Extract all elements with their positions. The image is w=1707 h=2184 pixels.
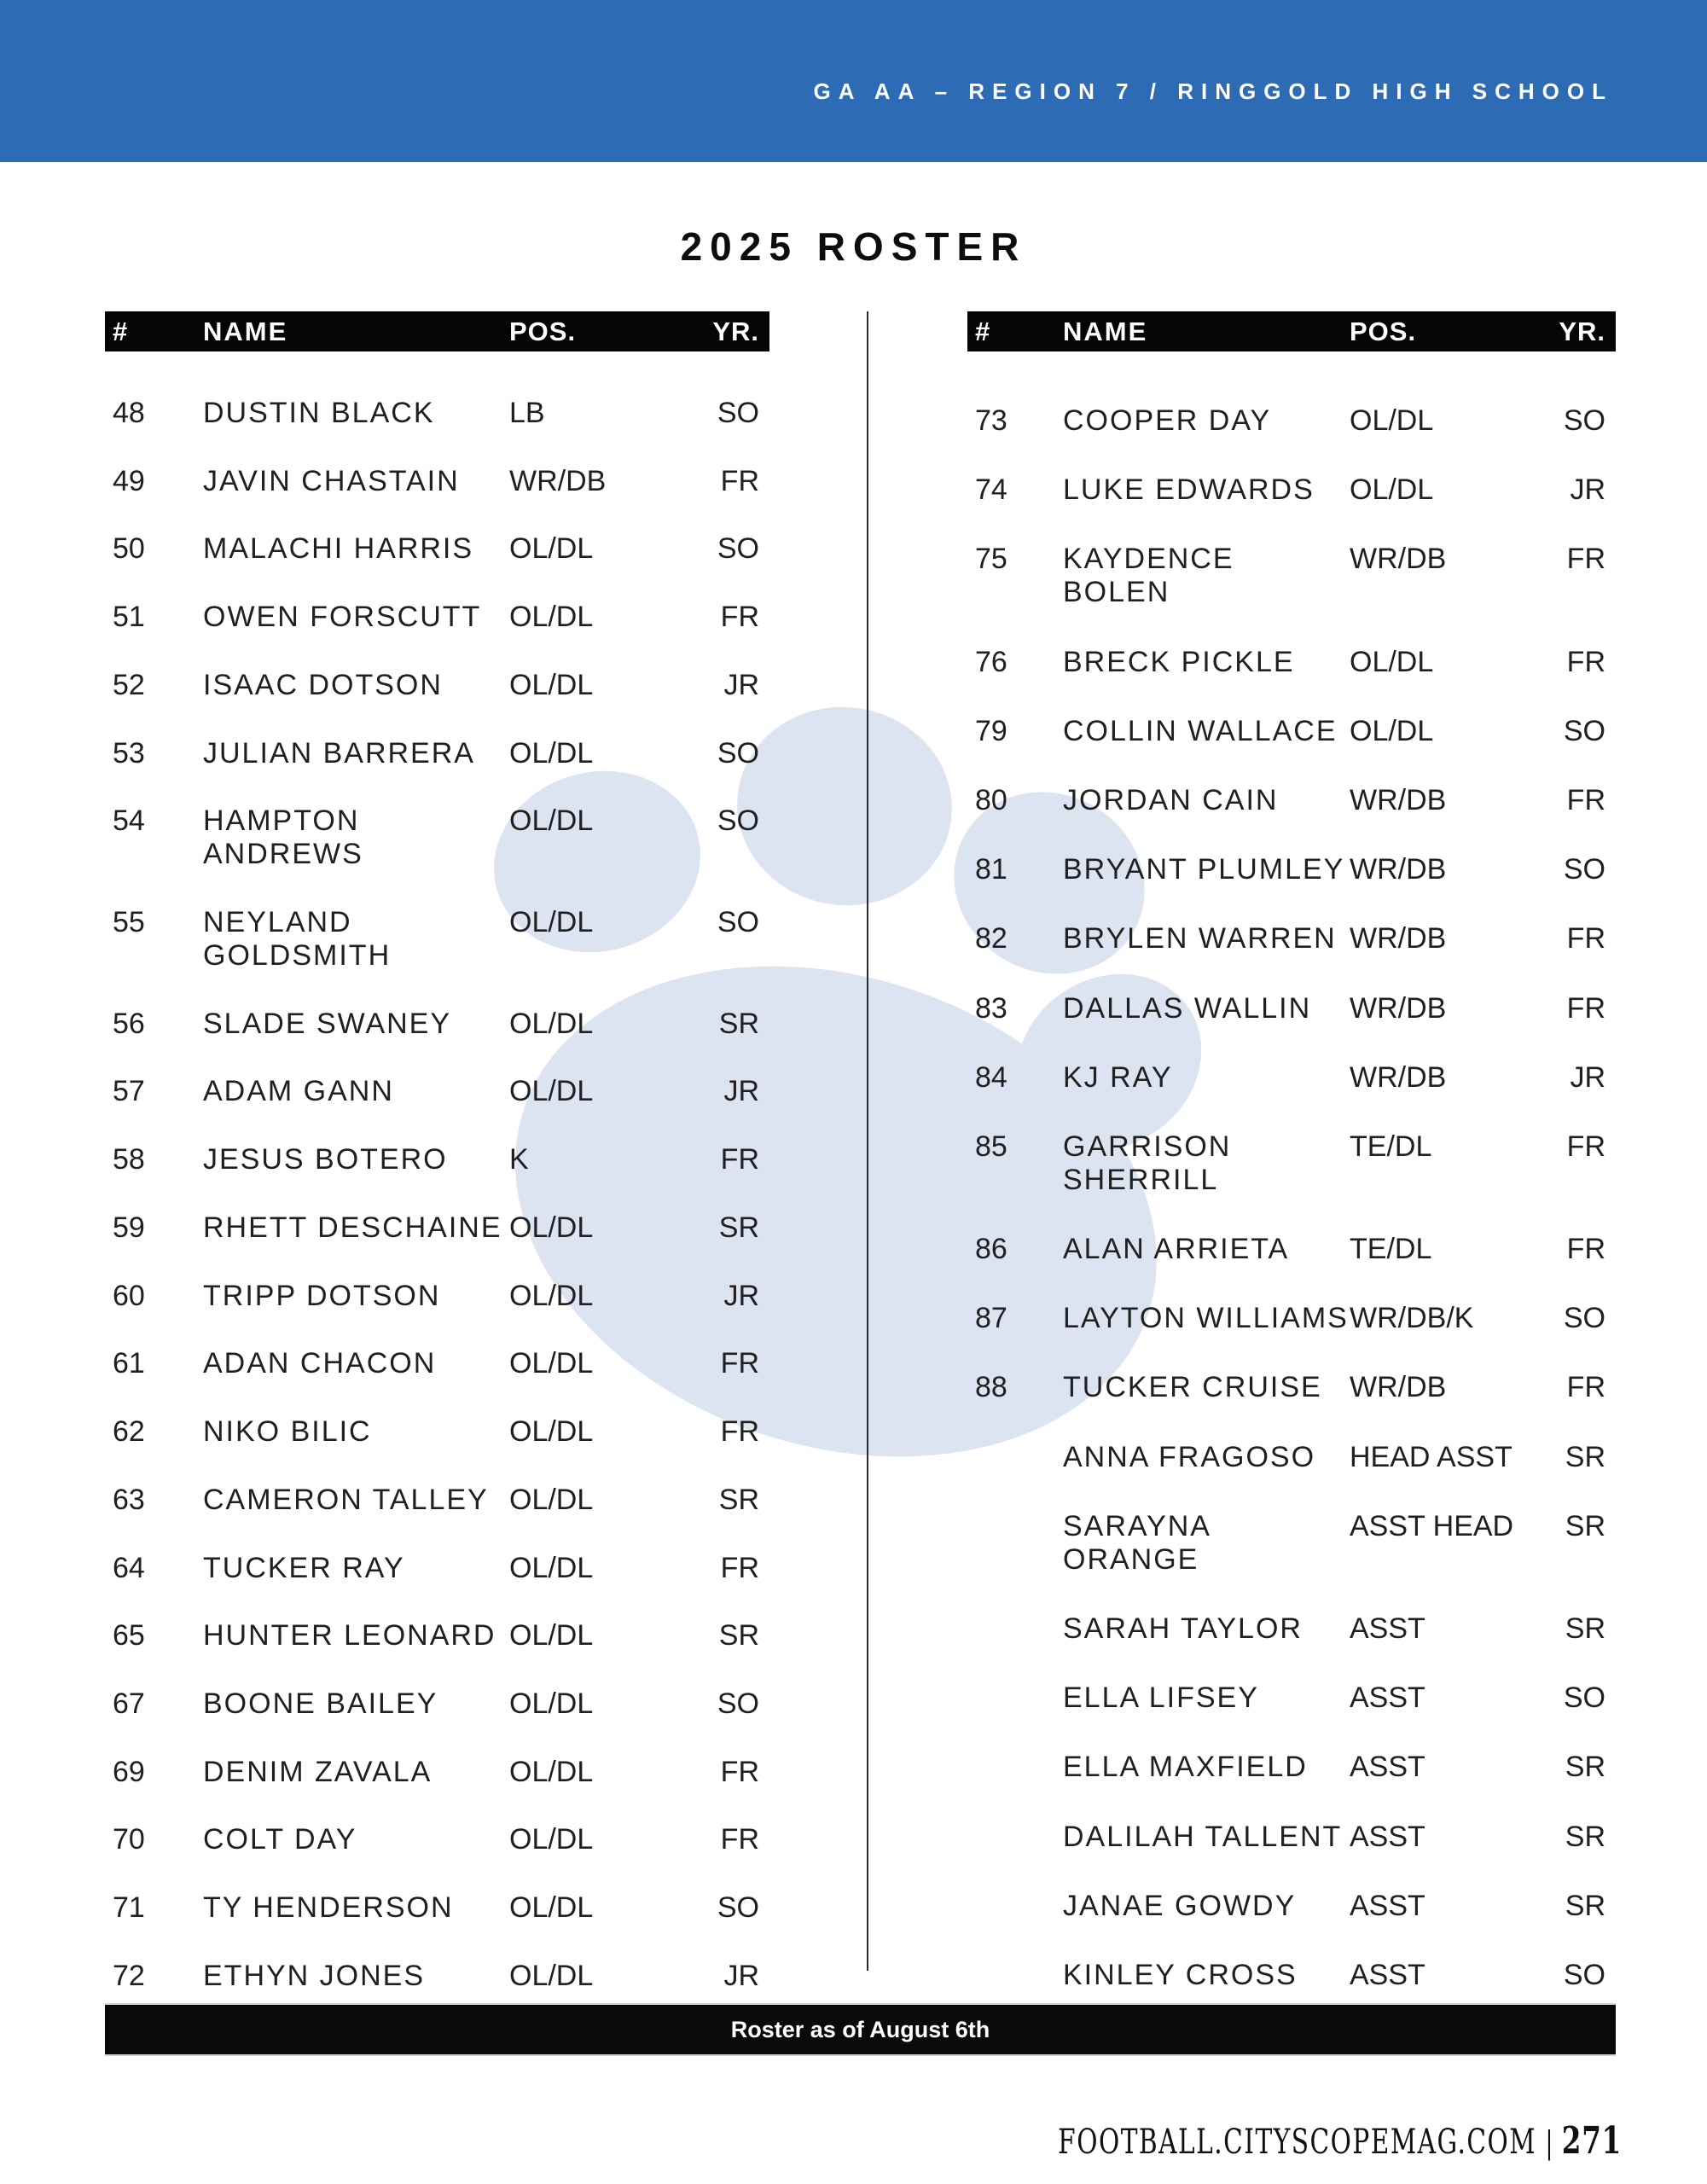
player-name: LUKE EDWARDS	[1063, 473, 1315, 507]
roster-table-right	[967, 311, 1616, 1992]
player-position: OL/DL	[509, 1483, 594, 1516]
player-year: FR	[1566, 645, 1605, 678]
player-name: ETHYN JONES	[203, 1959, 426, 1992]
table-row	[967, 646, 1616, 679]
table-row	[967, 404, 1616, 438]
player-position: K	[509, 1143, 529, 1176]
player-year: SR	[718, 1619, 759, 1653]
player-number: 48	[113, 397, 145, 429]
player-number: 72	[113, 1959, 145, 1992]
player-number: 55	[113, 906, 145, 939]
player-year: SO	[1563, 404, 1605, 437]
player-position: OL/DL	[509, 532, 594, 566]
player-year: SR	[718, 1483, 759, 1516]
player-year: SR	[718, 1007, 759, 1040]
table-row	[967, 1371, 1616, 1404]
player-year: JR	[723, 1075, 759, 1108]
player-year: SR	[1565, 1889, 1605, 1922]
player-year: FR	[720, 1415, 759, 1449]
player-position: OL/DL	[1350, 404, 1434, 437]
table-row	[967, 1510, 1616, 1577]
player-name: TY HENDERSON	[203, 1891, 454, 1925]
player-position: OL/DL	[509, 1687, 594, 1720]
player-year: FR	[1566, 783, 1605, 816]
table-row	[967, 543, 1616, 609]
player-year: FR	[720, 1755, 759, 1788]
player-position: WR/DB	[1350, 543, 1447, 576]
player-position: OL/DL	[509, 1279, 594, 1312]
player-name: COOPER DAY	[1063, 404, 1272, 437]
player-year: SR	[1565, 1820, 1605, 1853]
player-position: HEAD ASST	[1350, 1440, 1512, 1473]
player-number: 73	[975, 404, 1007, 437]
player-name: OWEN FORSCUTT	[203, 601, 482, 634]
player-number: 49	[113, 464, 145, 497]
player-name: JANAE GOWDY	[1063, 1889, 1297, 1922]
player-name: KINLEY CROSS	[1063, 1958, 1298, 1991]
player-number: 69	[113, 1755, 145, 1788]
player-number: 87	[975, 1302, 1007, 1335]
player-number: 75	[975, 543, 1007, 576]
player-position: OL/DL	[509, 601, 594, 634]
player-number: 74	[975, 473, 1007, 507]
player-position: OL/DL	[509, 1959, 594, 1992]
table-row	[105, 1756, 769, 1789]
player-number: 61	[113, 1347, 145, 1380]
table-row	[967, 1130, 1616, 1197]
table-row	[967, 715, 1616, 748]
player-name: DALILAH TALLENT	[1063, 1820, 1343, 1853]
player-name: CAMERON TALLEY	[203, 1483, 489, 1516]
player-name: ADAM GANN	[203, 1075, 394, 1108]
table-row	[105, 397, 769, 430]
player-position: OL/DL	[509, 668, 594, 701]
player-year: FR	[720, 464, 759, 497]
player-year: JR	[723, 668, 759, 701]
player-position: WR/DB	[1350, 922, 1447, 956]
player-position: ASST	[1350, 1682, 1425, 1715]
player-number: 81	[975, 853, 1007, 886]
player-year: FR	[720, 1551, 759, 1584]
player-name: TUCKER RAY	[203, 1551, 405, 1584]
player-name: JESUS BOTERO	[203, 1143, 448, 1176]
table-row	[105, 1823, 769, 1856]
roster-date-bar	[105, 2003, 1616, 2056]
player-year: SO	[1563, 714, 1605, 747]
table-row	[967, 1751, 1616, 1784]
table-row	[105, 1008, 769, 1041]
player-name: LAYTON WILLIAMS	[1063, 1302, 1349, 1335]
table-row	[967, 1302, 1616, 1335]
player-number: 70	[113, 1823, 145, 1856]
table-row	[105, 601, 769, 634]
roster-rows-left	[105, 351, 769, 1993]
table-row	[105, 1347, 769, 1380]
player-position: LB	[509, 397, 545, 429]
player-year: SO	[1563, 853, 1605, 886]
player-year: JR	[1570, 1060, 1605, 1094]
player-year: FR	[720, 1143, 759, 1176]
player-year: SR	[1565, 1509, 1605, 1542]
player-year: FR	[1566, 1130, 1605, 1163]
table-row	[105, 1075, 769, 1108]
player-number: 57	[113, 1075, 145, 1108]
page-footer	[1058, 2119, 1622, 2163]
player-year: SR	[1565, 1440, 1605, 1473]
player-year: SO	[1563, 1302, 1605, 1335]
player-number: 54	[113, 804, 145, 838]
table-row	[105, 1415, 769, 1449]
roster-table-left	[105, 311, 769, 1993]
player-name: HUNTER LEONARD	[203, 1619, 496, 1653]
player-position: ASST	[1350, 1612, 1425, 1645]
player-number: 85	[975, 1130, 1007, 1163]
player-name: DENIM ZAVALA	[203, 1755, 433, 1788]
player-name: ISAAC DOTSON	[203, 668, 443, 701]
player-year: JR	[723, 1279, 759, 1312]
player-name: BRECK PICKLE	[1063, 645, 1295, 678]
col-header-number: #	[113, 316, 129, 346]
table-row	[105, 669, 769, 702]
player-number: 50	[113, 532, 145, 566]
player-year: FR	[720, 1347, 759, 1380]
player-name: JULIAN BARRERA	[203, 736, 475, 770]
player-year: SO	[717, 804, 759, 838]
player-number: 59	[113, 1211, 145, 1244]
player-year: SO	[717, 532, 759, 566]
player-name: JORDAN CAIN	[1063, 783, 1279, 816]
player-name: TRIPP DOTSON	[203, 1279, 441, 1312]
player-name: NIKO BILIC	[203, 1415, 372, 1449]
table-row	[967, 1061, 1616, 1095]
player-number: 52	[113, 668, 145, 701]
col-header-year: YR.	[712, 316, 759, 346]
player-position: ASST HEAD	[1350, 1509, 1514, 1542]
player-year: SO	[717, 906, 759, 939]
player-position: WR/DB	[1350, 853, 1447, 886]
player-name: NEYLAND GOLDSMITH	[203, 906, 392, 973]
col-header-name: NAME	[203, 316, 288, 346]
player-name: JAVIN CHASTAIN	[203, 464, 460, 497]
player-number: 56	[113, 1007, 145, 1040]
player-name: KJ RAY	[1063, 1060, 1173, 1094]
player-position: WR/DB	[1350, 1060, 1447, 1094]
player-number: 58	[113, 1143, 145, 1176]
player-number: 60	[113, 1279, 145, 1312]
player-position: ASST	[1350, 1820, 1425, 1853]
player-position: OL/DL	[509, 1347, 594, 1380]
player-number: 51	[113, 601, 145, 634]
player-year: FR	[1566, 1371, 1605, 1404]
player-number: 63	[113, 1483, 145, 1516]
table-row	[105, 465, 769, 498]
player-position: OL/DL	[509, 1891, 594, 1925]
player-position: WR/DB	[509, 464, 607, 497]
player-name: BRYLEN WARREN	[1063, 922, 1337, 956]
table-row	[105, 1960, 769, 1993]
col-header-number: #	[975, 316, 991, 346]
player-name: ANNA FRAGOSO	[1063, 1440, 1316, 1473]
player-number: 88	[975, 1371, 1007, 1404]
region-school-heading: GA AA – REGION 7 / RINGGOLD HIGH SCHOOL	[813, 78, 1613, 104]
col-header-position: POS.	[1350, 316, 1417, 346]
player-number: 76	[975, 645, 1007, 678]
player-year: FR	[1566, 543, 1605, 576]
player-position: OL/DL	[509, 1551, 594, 1584]
table-row	[105, 1280, 769, 1313]
player-number: 79	[975, 714, 1007, 747]
player-position: OL/DL	[509, 1211, 594, 1244]
player-position: OL/DL	[509, 736, 594, 770]
roster-date-note: Roster as of August 6th	[730, 2016, 990, 2042]
table-row	[967, 473, 1616, 507]
player-position: OL/DL	[509, 1007, 594, 1040]
table-row	[967, 1682, 1616, 1715]
player-year: FR	[720, 601, 759, 634]
player-name: ELLA MAXFIELD	[1063, 1751, 1308, 1784]
table-header-row	[967, 311, 1616, 351]
page-title: 2025 ROSTER	[680, 224, 1027, 269]
table-row	[105, 804, 769, 871]
player-position: OL/DL	[509, 1075, 594, 1108]
player-position: OL/DL	[509, 906, 594, 939]
player-name: RHETT DESCHAINE	[203, 1211, 502, 1244]
table-row	[967, 1890, 1616, 1923]
player-year: FR	[1566, 922, 1605, 956]
player-name: MALACHI HARRIS	[203, 532, 474, 566]
player-number: 82	[975, 922, 1007, 956]
player-name: DUSTIN BLACK	[203, 397, 435, 429]
table-row	[105, 737, 769, 770]
player-number: 83	[975, 991, 1007, 1025]
player-number: 65	[113, 1619, 145, 1653]
footer-separator: |	[1545, 2126, 1553, 2161]
page-number: 271	[1561, 2119, 1622, 2163]
player-year: SO	[1563, 1682, 1605, 1715]
player-position: WR/DB/K	[1350, 1302, 1474, 1335]
player-name: ALAN ARRIETA	[1063, 1233, 1290, 1266]
player-name: SLADE SWANEY	[203, 1007, 452, 1040]
player-name: BOONE BAILEY	[203, 1687, 438, 1720]
player-position: OL/DL	[509, 1619, 594, 1653]
table-row	[105, 1552, 769, 1585]
table-row	[967, 1959, 1616, 1992]
player-name: DALLAS WALLIN	[1063, 991, 1312, 1025]
col-header-name: NAME	[1063, 316, 1148, 346]
table-row	[967, 922, 1616, 956]
player-year: SO	[717, 397, 759, 429]
player-position: ASST	[1350, 1958, 1425, 1991]
player-number: 64	[113, 1551, 145, 1584]
player-name: COLT DAY	[203, 1823, 357, 1856]
player-number: 53	[113, 736, 145, 770]
player-year: SR	[718, 1211, 759, 1244]
player-position: OL/DL	[509, 1415, 594, 1449]
player-name: HAMPTON ANDREWS	[203, 804, 363, 871]
table-row	[105, 1484, 769, 1517]
player-position: OL/DL	[509, 1823, 594, 1856]
player-year: FR	[720, 1823, 759, 1856]
player-position: WR/DB	[1350, 1371, 1447, 1404]
player-year: JR	[723, 1959, 759, 1992]
table-row	[967, 853, 1616, 886]
player-number: 80	[975, 783, 1007, 816]
table-row	[967, 1821, 1616, 1854]
col-header-year: YR.	[1559, 316, 1605, 346]
player-year: JR	[1570, 473, 1605, 507]
player-position: OL/DL	[509, 1755, 594, 1788]
player-name: SARAH TAYLOR	[1063, 1612, 1303, 1645]
player-name: COLLIN WALLACE	[1063, 714, 1338, 747]
player-position: WR/DB	[1350, 783, 1447, 816]
player-position: ASST	[1350, 1751, 1425, 1784]
footer-site-url: FOOTBALL.CITYSCOPEMAG.COM	[1058, 2123, 1537, 2162]
table-row	[967, 992, 1616, 1025]
table-row	[967, 784, 1616, 817]
player-year: SR	[1565, 1612, 1605, 1645]
player-position: OL/DL	[1350, 473, 1434, 507]
player-position: TE/DL	[1350, 1130, 1432, 1163]
player-year: SO	[717, 1891, 759, 1925]
player-position: OL/DL	[509, 804, 594, 838]
table-row	[105, 1619, 769, 1653]
table-row	[105, 532, 769, 566]
table-row	[967, 1233, 1616, 1266]
player-name: SARAYNA ORANGE	[1063, 1509, 1211, 1576]
player-name: TUCKER CRUISE	[1063, 1371, 1322, 1404]
player-year: FR	[1566, 1233, 1605, 1266]
table-row	[105, 906, 769, 973]
table-row	[105, 1687, 769, 1721]
player-position: OL/DL	[1350, 714, 1434, 747]
player-position: WR/DB	[1350, 991, 1447, 1025]
player-position: TE/DL	[1350, 1233, 1432, 1266]
table-row	[105, 1211, 769, 1245]
player-year: SO	[717, 1687, 759, 1720]
col-header-position: POS.	[509, 316, 577, 346]
player-name: GARRISON SHERRILL	[1063, 1130, 1232, 1196]
page-header-band	[0, 0, 1707, 162]
player-number: 84	[975, 1060, 1007, 1094]
table-row	[967, 1612, 1616, 1646]
player-year: SR	[1565, 1751, 1605, 1784]
player-position: OL/DL	[1350, 645, 1434, 678]
player-number: 71	[113, 1891, 145, 1925]
player-number: 67	[113, 1687, 145, 1720]
player-name: ADAN CHACON	[203, 1347, 437, 1380]
player-year: SO	[1563, 1958, 1605, 1991]
table-row	[105, 1143, 769, 1176]
player-name: KAYDENCE BOLEN	[1063, 543, 1234, 609]
player-number: 62	[113, 1415, 145, 1449]
column-divider	[867, 311, 868, 1971]
roster-rows-right	[967, 351, 1616, 1992]
player-year: SO	[717, 736, 759, 770]
player-name: BRYANT PLUMLEY	[1063, 853, 1345, 886]
player-name: ELLA LIFSEY	[1063, 1682, 1259, 1715]
player-number: 86	[975, 1233, 1007, 1266]
table-row	[967, 1441, 1616, 1474]
player-year: FR	[1566, 991, 1605, 1025]
table-header-row	[105, 311, 769, 351]
player-position: ASST	[1350, 1889, 1425, 1922]
table-row	[105, 1891, 769, 1925]
